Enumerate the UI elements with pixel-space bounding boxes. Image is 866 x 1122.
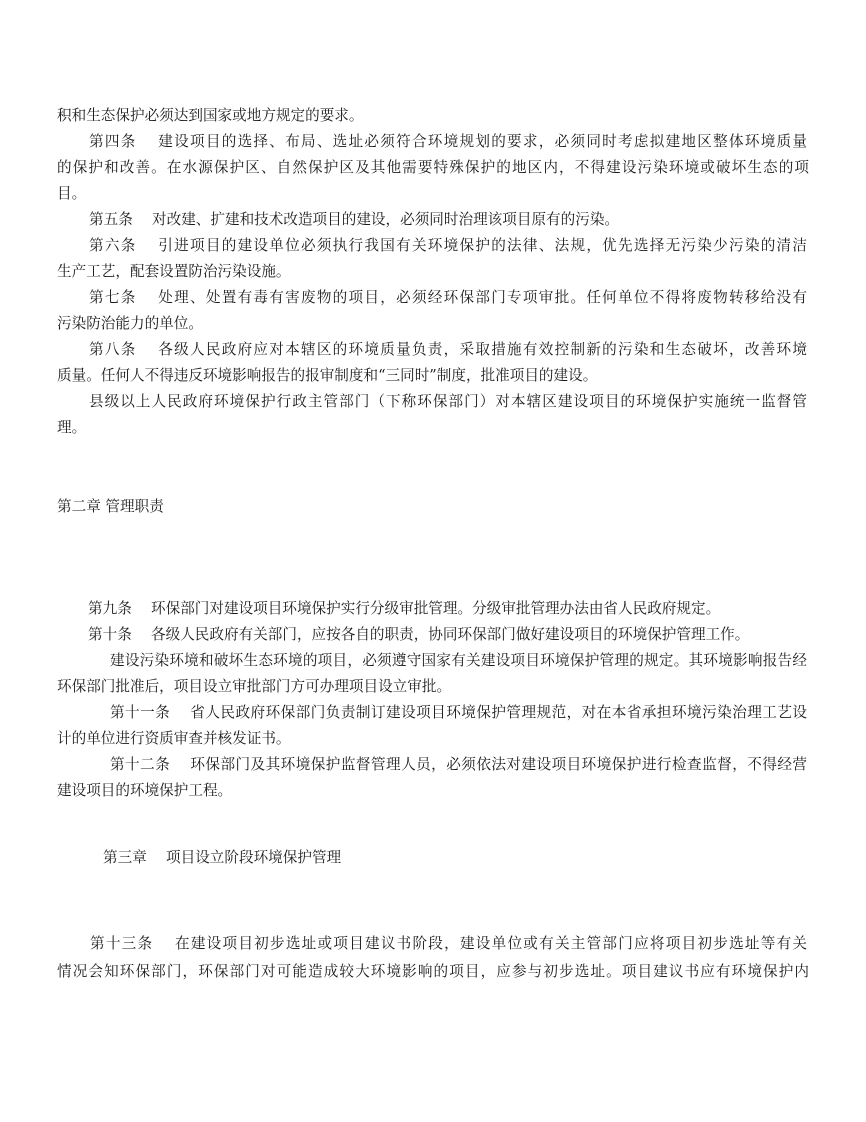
article-13-line: 第十三条 在建设项目初步选址或项目建议书阶段，建设单位或有关主管部门应将项目初步选址等有关 (90, 935, 807, 952)
text-line: 计的单位进行资质审查并核发证书。 (57, 730, 291, 747)
text-line: 理。 (57, 419, 87, 436)
article-4-line: 第四条 建设项目的选择、布局、选址必须符合环境规划的要求，必须同时考虑拟建地区整体环境质量 (89, 133, 807, 150)
text-line: 建设污染环境和破坏生态环境的项目，必须遵守国家有关建设项目环境保护管理的规定。其环境影响报告经 (110, 652, 807, 669)
text-line: 建设项目的环境保护工程。 (57, 782, 233, 799)
article-5-line: 第五条 对改建、扩建和技术改造项目的建设，必须同时治理该项目原有的污染。 (89, 211, 620, 228)
article-9-line: 第九条 环保部门对建设项目环境保护实行分级审批管理。分级审批管理办法由省人民政府规定。 (88, 600, 721, 617)
article-10-line: 第十条 各级人民政府有关部门，应按各自的职责，协同环保部门做好建设项目的环境保护管理工作。 (88, 626, 750, 643)
text-line: 环保部门批准后，项目设立审批部门方可办理项目设立审批。 (57, 678, 452, 695)
article-7-line: 第七条 处理、处置有毒有害废物的项目，必须经环保部门专项审批。任何单位不得将废物转移给没有 (89, 289, 807, 306)
text-line: 积和生态保护必须达到国家或地方规定的要求。 (57, 107, 364, 124)
text-line: 的保护和改善。在水源保护区、自然保护区及其他需要特殊保护的地区内，不得建设污染环境或破坏生态的项 (57, 159, 809, 176)
chapter-2-heading: 第二章 管理职责 (57, 498, 164, 515)
text-line: 质量。任何人不得违反环境影响报告的报审制度和“三同时”制度，批准项目的建设。 (57, 367, 598, 384)
text-line: 污染防治能力的单位。 (57, 315, 203, 332)
text-line: 目。 (57, 185, 87, 202)
article-8-line: 第八条 各级人民政府应对本辖区的环境质量负责，采取措施有效控制新的污染和生态破坏，改善环境 (89, 341, 807, 358)
article-12-line: 第十二条 环保部门及其环境保护监督管理人员，必须依法对建设项目环境保护进行检查监督，不得经营 (110, 756, 807, 773)
text-line: 县级以上人民政府环境保护行政主管部门（下称环保部门）对本辖区建设项目的环境保护实施统一监督管 (89, 393, 807, 410)
article-11-line: 第十一条 省人民政府环保部门负责制订建设项目环境保护管理规范，对在本省承担环境污染治理工艺设 (110, 704, 807, 721)
text-line: 生产工艺，配套设置防治污染设施。 (57, 263, 291, 280)
text-line: 情况会知环保部门，环保部门对可能造成较大环境影响的项目，应参与初步选址。项目建议书应有环境保护内 (57, 963, 809, 980)
chapter-3-heading: 第三章 项目设立阶段环境保护管理 (103, 849, 342, 866)
article-6-line: 第六条 引进项目的建设单位必须执行我国有关环境保护的法律、法规，优先选择无污染少污染的清洁 (89, 237, 807, 254)
